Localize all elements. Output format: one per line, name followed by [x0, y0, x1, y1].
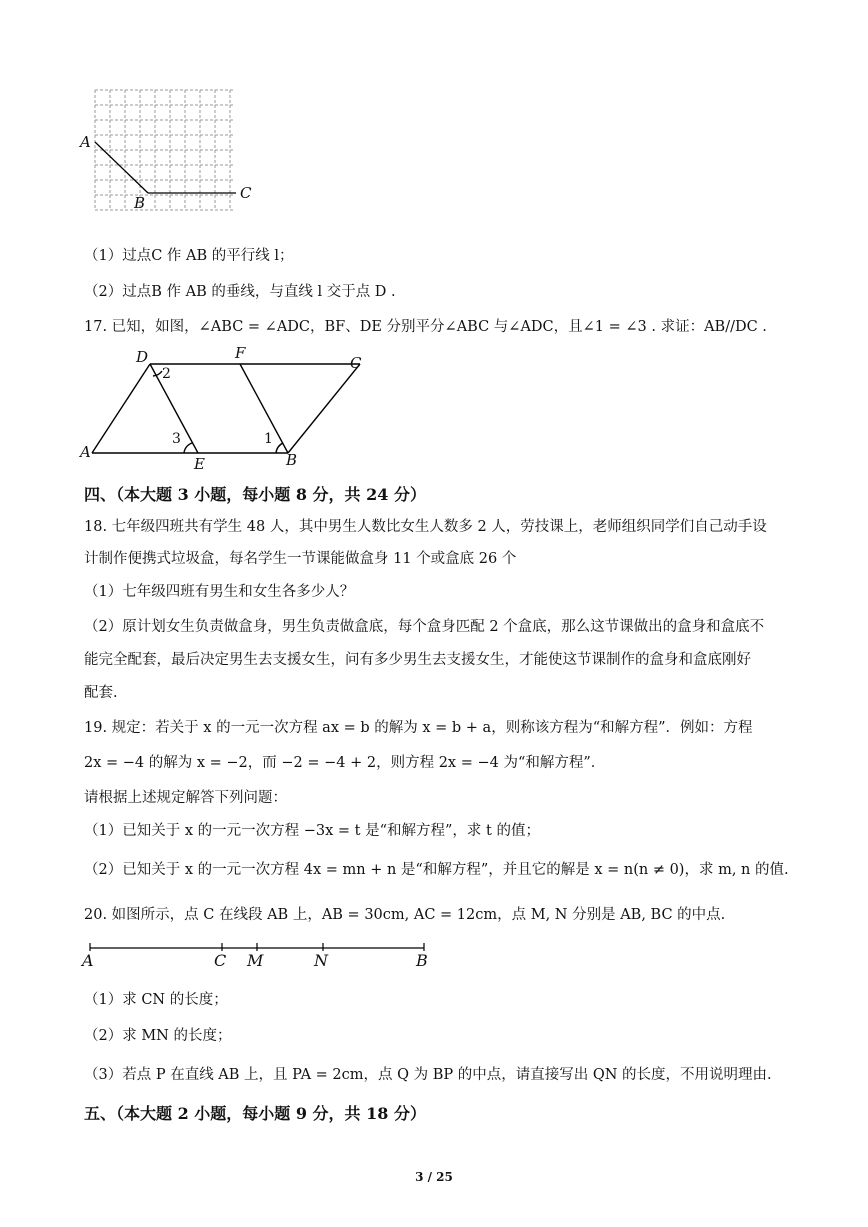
point-label-E: E [194, 455, 205, 473]
parallelogram-svg [80, 343, 380, 473]
q18-part1: （1）七年级四班有男生和女生各多少人？ [84, 584, 355, 600]
point-label-C: C [240, 184, 252, 202]
point-label-B: B [286, 451, 298, 469]
q18-part2-line3: 配套. [84, 685, 118, 701]
point-label-B: B [416, 951, 428, 970]
angle-label-1: 1 [264, 431, 273, 447]
q20-part2: （2）求 MN 的长度； [84, 1028, 232, 1044]
point-label-A: A [82, 951, 94, 970]
figure-20-segment [80, 938, 440, 974]
q19-line3: 请根据上述规定解答下列问题： [84, 790, 287, 806]
q17-text: 17. 已知，如图，∠ABC = ∠ADC，BF、DE 分别平分∠ABC 与∠ADC，且∠1 = ∠3 . 求证：AB//DC . [84, 319, 767, 335]
figure-17 [80, 343, 380, 473]
point-label-B: B [134, 194, 146, 212]
q19-part2: （2）已知关于 x 的一元一次方程 4x = mn + n 是“和解方程”，并且它的解是 x = n(n ≠ 0)，求 m, n 的值. [84, 862, 789, 878]
q18-line1: 18. 七年级四班共有学生 48 人，其中男生人数比女生人数多 2 人，劳技课上，老师组织同学们自己动手设 [84, 519, 767, 535]
q20-part3: （3）若点 P 在直线 AB 上，且 PA = 2cm，点 Q 为 BP 的中点，请直接写出 QN 的长度，不用说明理由. [84, 1067, 772, 1083]
q19-line2: 2x = −4 的解为 x = −2，而 −2 = −4 + 2，则方程 2x = −4 为“和解方程”． [84, 755, 606, 771]
q19-part1: （1）已知关于 x 的一元一次方程 −3x = t 是“和解方程”，求 t 的值； [84, 823, 540, 839]
section-4-heading: 四、（本大题 3 小题，每小题 8 分，共 24 分） [84, 485, 426, 504]
point-label-A: A [80, 443, 91, 461]
q19-line1: 19. 规定：若关于 x 的一元一次方程 ax = b 的解为 x = b + a，则称该方程为“和解方程”．例如：方程 [84, 720, 753, 736]
section-5-heading: 五、（本大题 2 小题，每小题 9 分，共 18 分） [84, 1104, 426, 1123]
q18-line2: 计制作便携式垃圾盒，每名学生一节课能做盒身 11 个或盒底 26 个 [84, 551, 517, 567]
point-label-A: A [80, 133, 91, 151]
point-label-C: C [350, 354, 362, 372]
page-number: 3 / 25 [415, 1170, 453, 1184]
point-label-M: M [247, 951, 264, 970]
q20-line1: 20. 如图所示，点 C 在线段 AB 上，AB = 30cm, AC = 12cm，点 M, N 分别是 AB, BC 的中点. [84, 907, 726, 923]
q16-part2: （2）过点B 作 AB 的垂线，与直线 l 交于点 D . [84, 284, 396, 300]
point-label-F: F [235, 344, 246, 362]
angle-label-3: 3 [172, 431, 181, 447]
point-label-C: C [214, 951, 227, 970]
point-label-D: D [136, 348, 149, 366]
q16-part1: （1）过点C 作 AB 的平行线 l； [84, 248, 294, 264]
q18-part2-line2: 能完全配套，最后决定男生去支援女生，问有多少男生去支援女生，才能使这节课制作的盒身和盒底刚好 [84, 652, 751, 668]
q20-part1: （1）求 CN 的长度； [84, 992, 228, 1008]
q18-part2-line1: （2）原计划女生负责做盒身，男生负责做盒底，每个盒身匹配 2 个盒底，那么这节课做出的盒身和盒底不 [84, 619, 765, 635]
figure-16-grid [80, 85, 270, 215]
point-label-N: N [314, 951, 328, 970]
angle-label-2: 2 [162, 366, 171, 382]
